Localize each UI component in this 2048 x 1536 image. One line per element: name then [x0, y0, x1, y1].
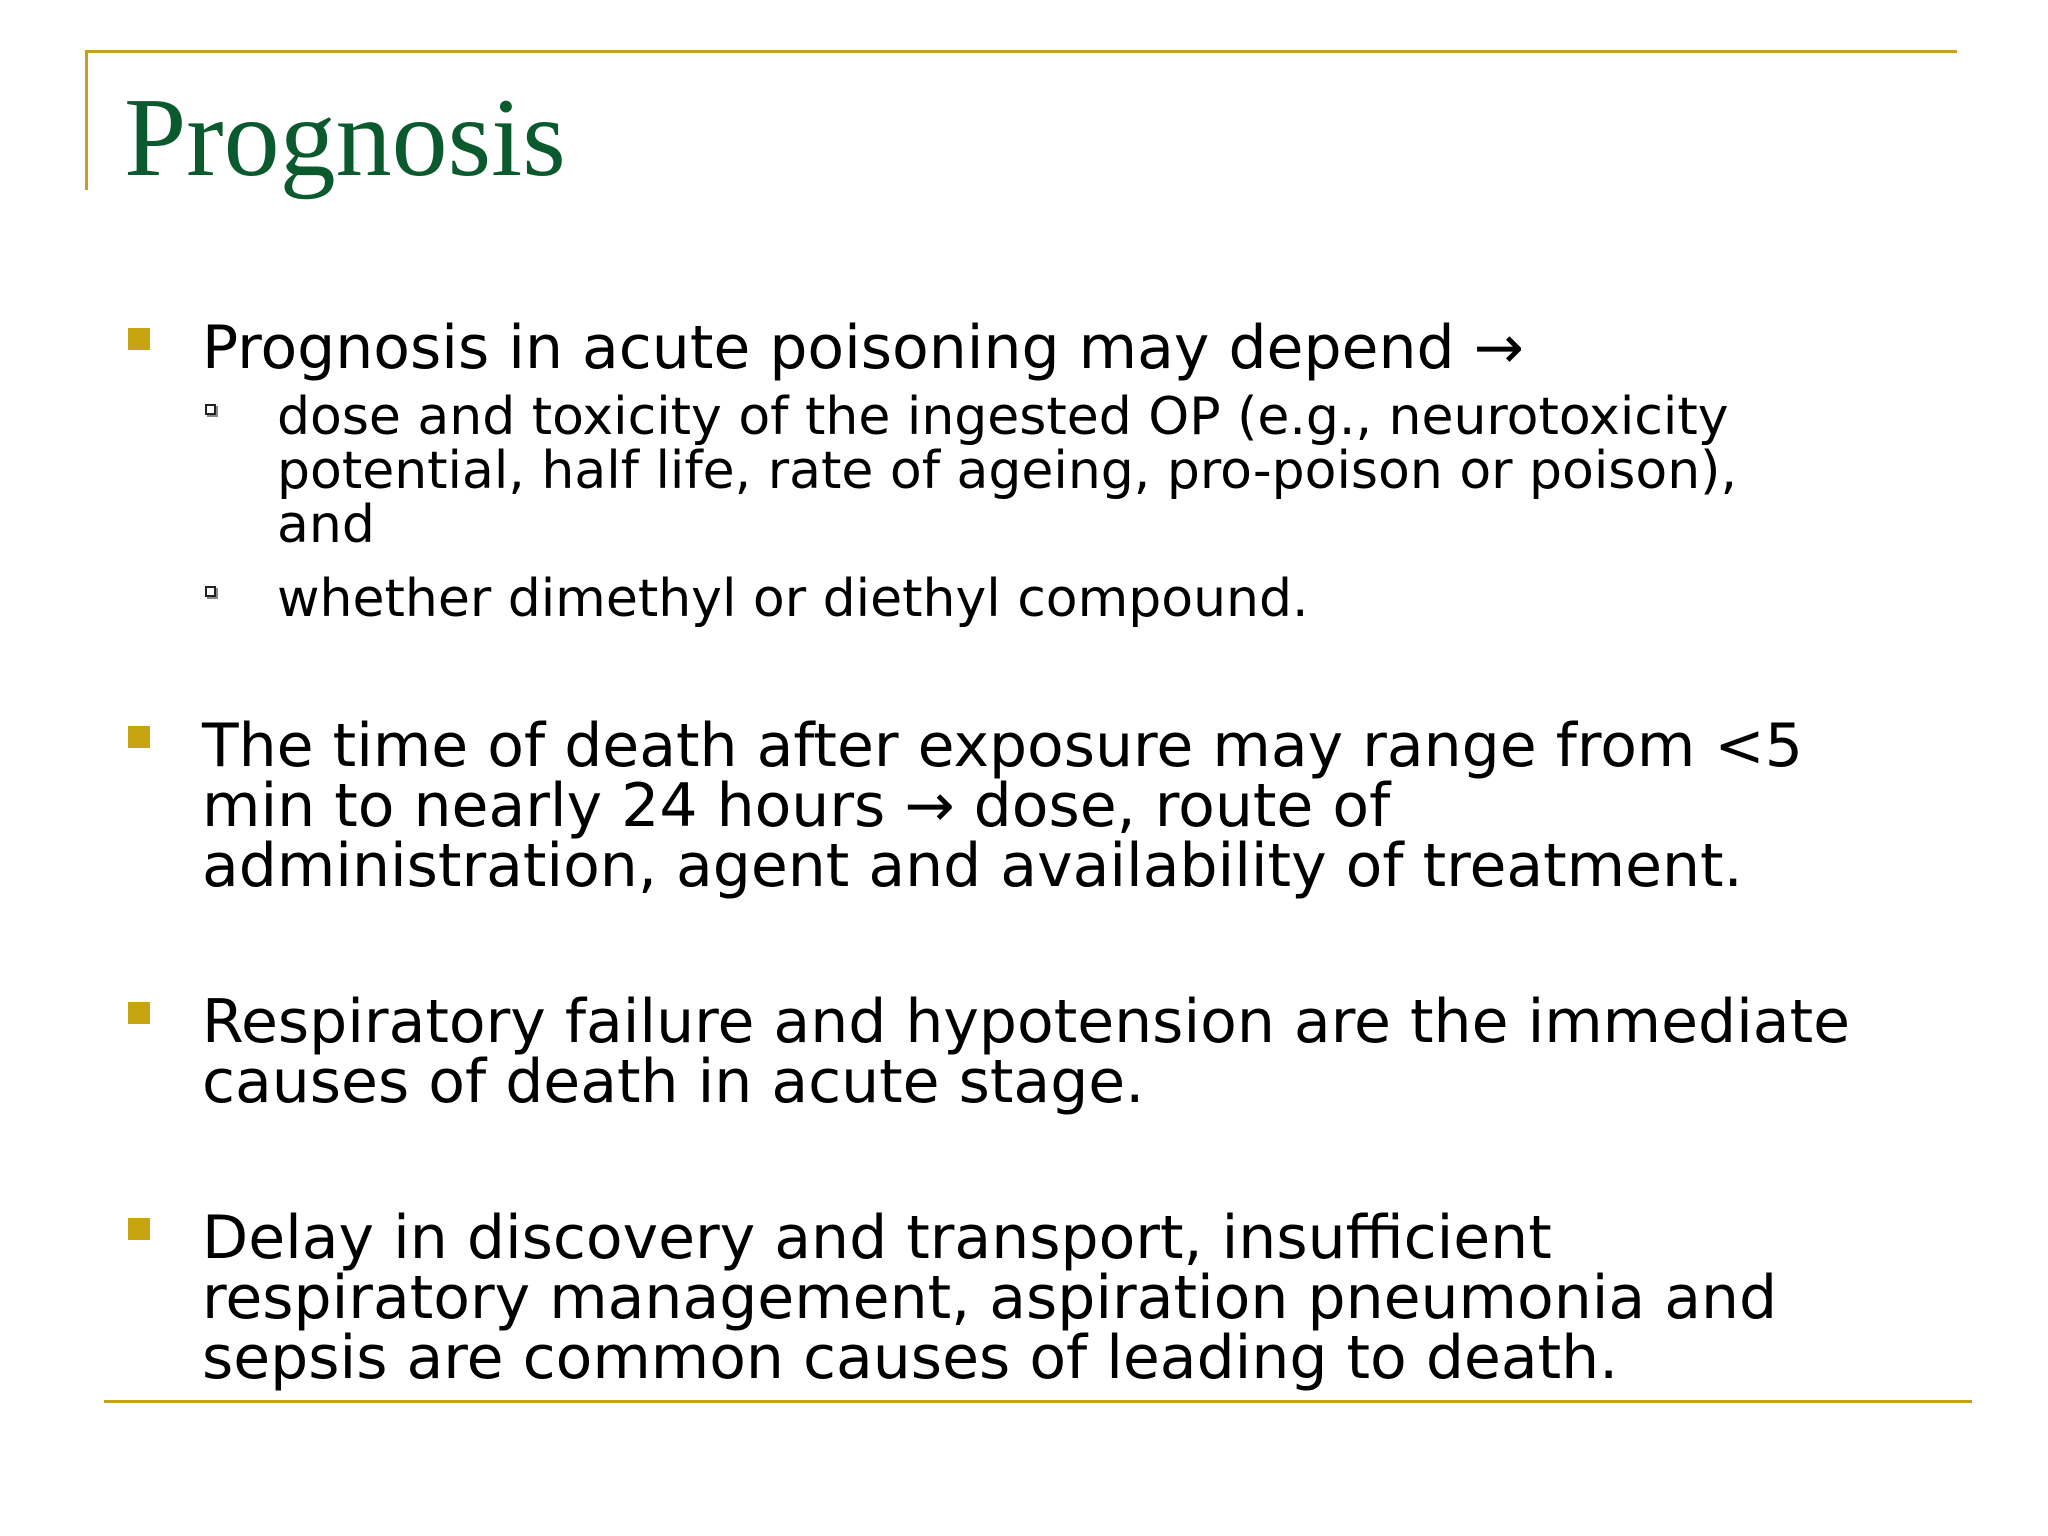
square-bullet-icon [128, 328, 150, 350]
sub-item-text-1: dose and toxicity of the ingested OP (e.g., neurotoxicity potential, half life, rate of ageing, pro-poison or poison), and [277, 387, 1737, 555]
left-accent-rule [85, 50, 88, 190]
bullet-text-2: The time of death after exposure may range from <5 min to nearly 24 hours → dose, route of administration, agent and availability of treatment. [202, 711, 1803, 901]
bottom-accent-rule [104, 1400, 1972, 1403]
hollow-square-bullet-icon [205, 404, 216, 415]
square-bullet-icon [128, 726, 150, 748]
slide-title: Prognosis [124, 76, 566, 200]
bullet-text-3: Respiratory failure and hypotension are the immediate causes of death in acute stage. [202, 987, 1851, 1117]
square-bullet-icon [128, 1002, 150, 1024]
hollow-square-bullet-icon [205, 586, 216, 597]
square-bullet-icon [128, 1218, 150, 1240]
sub-item-text-2: whether dimethyl or diethyl compound. [277, 569, 1309, 629]
bullet-text-1: Prognosis in acute poisoning may depend → [202, 313, 1524, 383]
top-accent-rule [85, 50, 1957, 53]
bullet-text-4: Delay in discovery and transport, insufficient respiratory management, aspiration pneumonia and sepsis are common causes of leading to death. [202, 1203, 1778, 1393]
